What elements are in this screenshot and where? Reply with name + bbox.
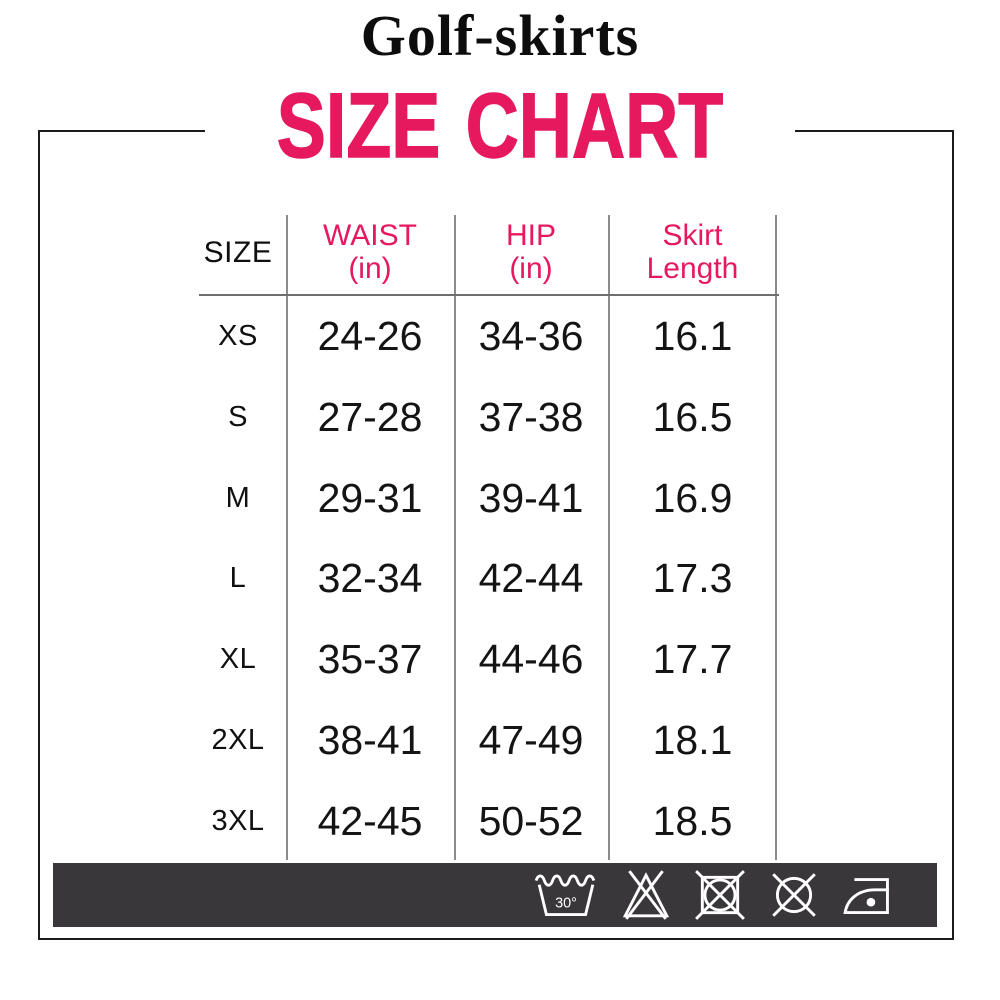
length-value: 18.5 bbox=[652, 797, 733, 844]
size-label: 3XL bbox=[211, 804, 265, 837]
column-header-label: WAIST bbox=[323, 219, 417, 252]
size-table bbox=[190, 208, 777, 862]
do-not-tumble-dry-icon bbox=[693, 868, 747, 922]
column-header-label: HIP bbox=[505, 219, 556, 252]
length-value: 16.9 bbox=[652, 474, 733, 521]
length-value: 16.5 bbox=[652, 393, 733, 440]
waist-value: 29-31 bbox=[317, 474, 423, 521]
hip-value: 34-36 bbox=[478, 312, 584, 359]
size-label: XL bbox=[219, 643, 257, 676]
machine-wash-30-icon bbox=[533, 868, 599, 922]
brand-title: Golf-skirts bbox=[360, 3, 640, 68]
size-label: S bbox=[228, 400, 248, 433]
page-title-text: SIZE CHART bbox=[276, 75, 724, 177]
column-header-size: SIZE bbox=[203, 235, 273, 269]
column-header-waist bbox=[286, 208, 454, 296]
hip-value: 44-46 bbox=[478, 636, 584, 683]
length-value: 18.1 bbox=[652, 717, 733, 764]
size-label: M bbox=[225, 481, 251, 514]
length-value: 17.3 bbox=[652, 555, 733, 602]
waist-value: 38-41 bbox=[317, 717, 423, 764]
column-header-skirt-length bbox=[608, 208, 777, 296]
waist-value: 32-34 bbox=[317, 555, 423, 602]
hip-value: 47-49 bbox=[478, 717, 584, 764]
column-header-hip bbox=[454, 208, 608, 296]
iron-low-heat-icon bbox=[841, 868, 905, 922]
waist-value: 35-37 bbox=[317, 636, 423, 683]
hip-value: 42-44 bbox=[478, 555, 584, 602]
size-label: 2XL bbox=[211, 724, 265, 757]
do-not-dry-clean-icon bbox=[767, 868, 821, 922]
length-value: 17.7 bbox=[652, 636, 733, 683]
waist-value: 42-45 bbox=[317, 797, 423, 844]
hip-value: 39-41 bbox=[478, 474, 584, 521]
size-label: XS bbox=[218, 319, 258, 352]
care-instructions-bar bbox=[53, 863, 937, 927]
hip-value: 50-52 bbox=[478, 797, 584, 844]
column-header-unit: (in) bbox=[509, 252, 553, 285]
iron-dot bbox=[867, 898, 876, 907]
column-header-label: Length bbox=[646, 252, 739, 285]
hip-value: 37-38 bbox=[478, 393, 584, 440]
column-header-label: Skirt bbox=[662, 219, 723, 252]
wash-temp-label: 30° bbox=[555, 895, 577, 912]
waist-value: 24-26 bbox=[317, 312, 423, 359]
length-value: 16.1 bbox=[652, 312, 733, 359]
column-header-unit: (in) bbox=[348, 252, 392, 285]
waist-value: 27-28 bbox=[317, 393, 423, 440]
do-not-bleach-icon bbox=[619, 868, 673, 922]
page-title bbox=[205, 75, 795, 177]
size-label: L bbox=[229, 562, 247, 595]
